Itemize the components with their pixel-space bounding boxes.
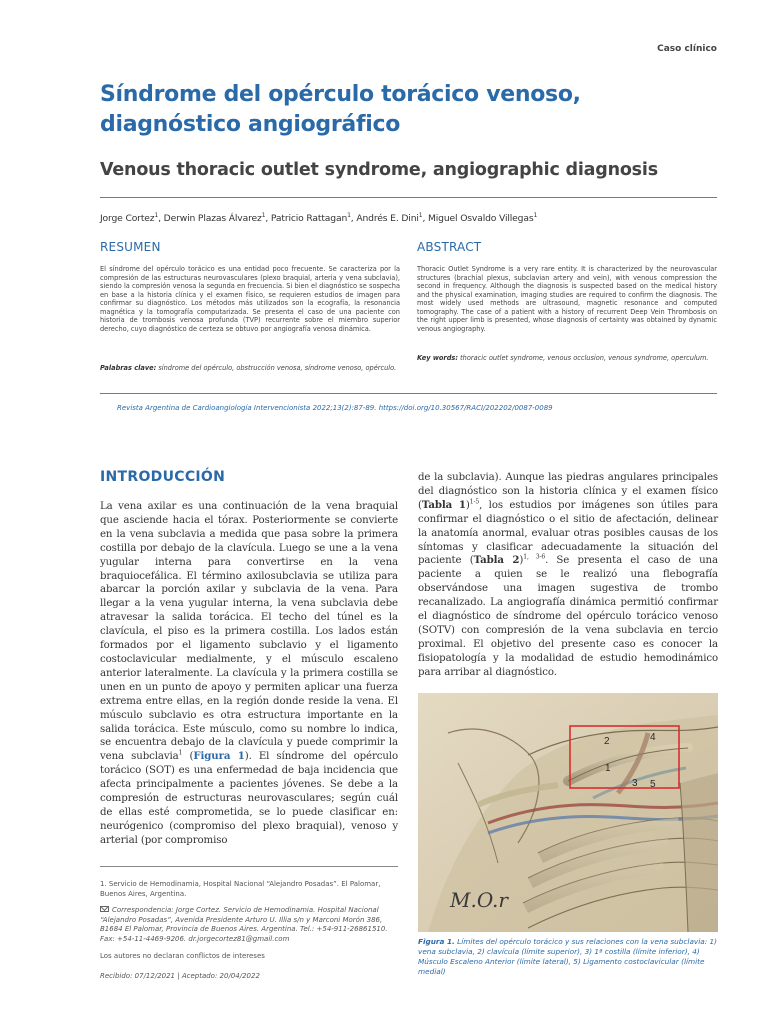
figure-ref[interactable]: Figura 1 [193, 750, 245, 763]
figure-label: 5 [650, 779, 656, 790]
conflicts-note: Los autores no declaran conflictos de intereses [100, 952, 265, 960]
author-list: Jorge Cortez$^1$, Derwin Plazas Álvarez$^1$, Patricio Rattagan$^1$, Andrés E. Dini$^1$, Miguel Osvaldo Villegas$^1$ [100, 212, 538, 225]
figure-label: 4 [650, 732, 656, 743]
author: Patricio Rattagan [270, 213, 348, 225]
figure-1 [418, 693, 718, 932]
citation-link[interactable]: Revista Argentina de Cardioangiología Intervencionista 2022;13(2):87-89. https://doi.org/10.30567/RACI/202202/0087-0089 [117, 404, 553, 412]
intro-paragraph-2: de la subclavia). Aunque las piedras angulares principales del diagnóstico son la historia clínica y el examen físico (Tabla 1)$^{1-5}$, los estudios por imágenes son útiles para confirmar el diagnóstico o el sitio de afectación, delinear la anatomía anormal, evaluar otras posibles causas de los síntomas y clasificar adecuadamente la situación del paciente (Tabla 2)$^{1, 3-6}$. Se presenta el caso de una paciente a quien se le realizó una flebografía observándose una imagen sugestiva de trombo recanalizado. La angiografía dinámica permitió confirmar el diagnóstico de síndrome del opérculo torácico venoso (SOTV) con compresión de la vena subclavia en tercio proximal. El objetivo del presente caso es conocer la fisiopatología y la modalidad de estudio hemodinámico para arribar al diagnóstico. [418, 472, 718, 678]
abstract-rule [100, 393, 717, 394]
abstract-keywords: Key words: thoracic outlet syndrome, venous occlusion, venous syndrome, operculum. [417, 354, 709, 362]
intro-paragraph-1: La vena axilar es una continuación de la vena braquial que asciende hacia el tórax. Posteriormente se convierte en la vena subclavia a medida que pasa sobre la primera costilla por debajo de la clavícula. Luego se une a la vena yugular interna para convertirse en la vena braquiocefálica. El término axilosubclavia se utiliza para abarcar la porción axilar y subclavia de la vena. Para llegar a la vena yugular interna, la vena subclavia debe atravesar la salida torácica. El techo del túnel es la clavícula, el piso es la primera costilla. Los lados están formados por el ligamento subclavio y el ligamento costoclavicular medialmente, y el músculo escaleno anterior lateralmente. La clavícula y la primera costilla se unen en un punto de apoyo y permiten aplicar una fuerza extrema entre ellas, en la región donde reside la vena. El músculo subclavio es otra estructura importante en la salida torácica. Este músculo, como su nombre lo indica, se encuentra debajo de la clavícula y puede comprimir la vena subclavia$^1$ (Figura 1). El síndrome del opérculo torácico (SOT) es una enfermedad de baja incidencia que afecta principalmente a pacientes jóvenes. Se debe a la compresión de estructuras neurovasculares; según cuál de ellas esté comprometida, se lo puede clasificar en: neurógenico (compromiso del plexo braquial), venoso y arterial (por compromiso [100, 501, 398, 846]
figure-label: 1 [605, 763, 611, 774]
abstract-heading: ABSTRACT [417, 240, 482, 254]
resumen-heading: RESUMEN [100, 240, 161, 254]
footnote-rule [100, 866, 398, 867]
affiliation-footnote: 1. Servicio de Hemodinamia, Hospital Nacional “Alejandro Posadas”. El Palomar, Buenos Aires, Argentina. [100, 880, 381, 898]
intro-heading: INTRODUCCIÓN [100, 469, 226, 485]
section-tag: Caso clínico [657, 44, 717, 54]
author: Andrés E. Dini [356, 213, 419, 225]
figure-label: 2 [604, 736, 610, 747]
article-title: Síndrome del opérculo torácico venoso, diagnóstico angiográfico [100, 82, 581, 137]
author: Miguel Osvaldo Villegas [428, 213, 534, 225]
table-ref[interactable]: Tabla 1 [421, 498, 466, 511]
figure-label: 3 [632, 778, 638, 789]
abstract-text: Thoracic Outlet Syndrome is a very rare entity. It is characterized by the neurovascular structures (brachial plexus, subclavian artery and vein), with venous compression the second in frequency. Although the diagnosis is suspected based on the medical history and the physical examination, imaging studies are required to confirm the diagnosis. The most widely used methods are ultrasound, magnetic resonance and computed tomography. The case of a patient with a history of recurrent Deep Vein Thrombosis on the right upper limb is presented, whose diagnosis of certainty was obtained by dynamic venous angiography. [417, 265, 717, 333]
resumen-keywords: Palabras clave: síndrome del opérculo, obstrucción venosa, síndrome venoso, opérculo. [100, 364, 397, 372]
author: Derwin Plazas Álvarez [163, 213, 262, 225]
table-ref[interactable]: Tabla 2 [473, 554, 520, 567]
author: Jorge Cortez [100, 213, 155, 225]
figure-caption: Figura 1. Límites del opérculo torácico y sus relaciones con la vena subclavia: 1) vena subclavia, 2) clavícula (límite superior), 3) 1ª costilla (límite inferior), 4) Músculo Escaleno Anterior (límite lateral), 5) Ligamento costoclavicular (límite medial) [418, 937, 718, 976]
resumen-text: El síndrome del opérculo torácico es una entidad poco frecuente. Se caracteriza por la compresión de las estructuras neurovasculares (plexo braquial, arteria y vena subclavia), siendo la compresión venosa la segunda en frecuencia. Si bien el diagnóstico se sospecha en base a la historia clínica y el examen físico, se requieren estudios de imagen para confirmar su diagnóstico. Los métodos más utilizados son la ecografía, la resonancia magnética y la tomografía computarizada. Se presenta el caso de una paciente con historia de trombosis venosa profunda (TVP) recurrente sobre el miembro superior derecho, cuyo diagnóstico de certeza se obtuvo por angiografía venosa dinámica. [100, 265, 400, 333]
correspondence-footnote: Correspondencia: Jorge Cortez. Servicio de Hemodinamia. Hospital Nacional “Alejandro Posadas”, Avenida Presidente Arturo U. Illia s/n y Marconi Morón 386, B1684 El Palomar, Provincia de Buenos Aires. Argentina. Tel.: +54-911-26861510. Fax: +54-11-4469-9206. dr.jorgecortez81@gmail.com [100, 906, 388, 943]
title-rule [100, 197, 717, 198]
mail-icon [100, 906, 109, 912]
anatomical-drawing [418, 693, 718, 932]
dates-note: Recibido: 07/12/2021 | Aceptado: 20/04/2022 [100, 972, 260, 980]
artist-signature: M.O.r [450, 888, 508, 912]
article-subtitle: Venous thoracic outlet syndrome, angiographic diagnosis [100, 160, 658, 180]
